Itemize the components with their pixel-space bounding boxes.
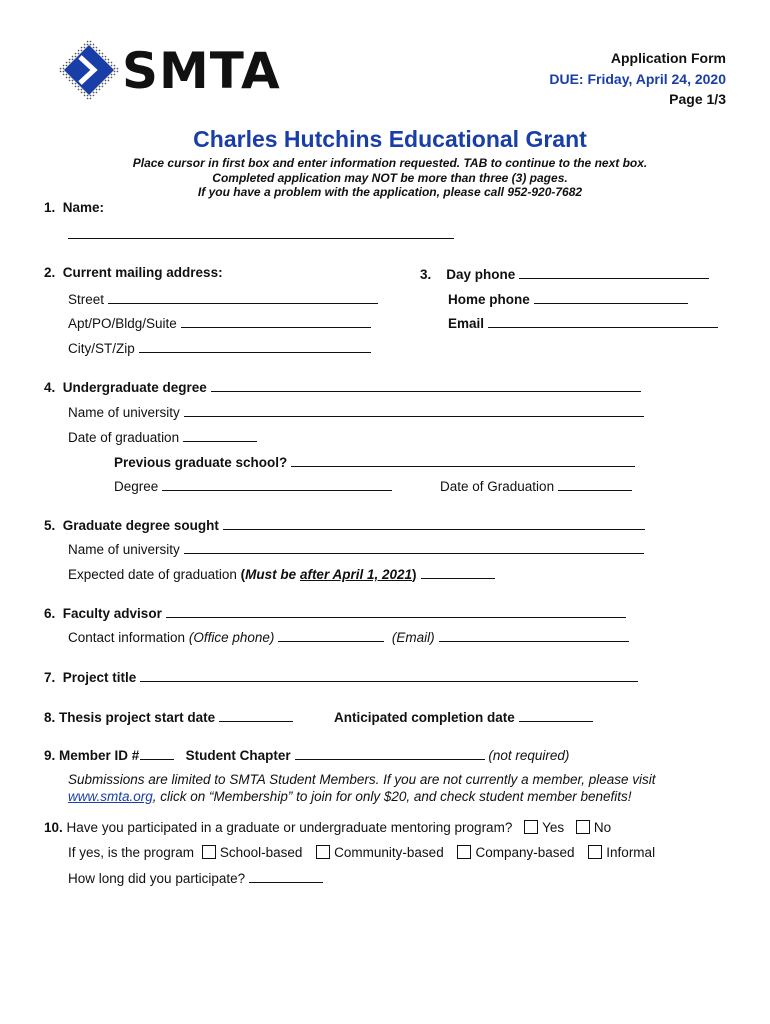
q4-grad-date-row: Date of graduation (68, 428, 257, 446)
logo-text: SMTA (122, 42, 281, 100)
informal-checkbox[interactable] (588, 845, 602, 859)
prev-grad-date-row: Date of Graduation (440, 477, 632, 495)
instructions (0, 156, 770, 200)
instruction-2: Completed application may NOT be more than three (3) pages. (212, 170, 568, 185)
start-date-field[interactable] (219, 708, 293, 722)
page-number: Page 1/3 (669, 91, 726, 107)
city-row: City/ST/Zip (68, 339, 371, 357)
q6-row: 6. Faculty advisor (44, 604, 626, 622)
logo (56, 40, 326, 100)
project-title-field[interactable] (140, 668, 638, 682)
q10-type-row: If yes, is the program School-based Community-based Company-based Informal (68, 845, 656, 860)
prev-grad-date-field[interactable] (558, 477, 632, 491)
member-id-field[interactable] (140, 746, 174, 760)
undergrad-degree-field[interactable] (211, 378, 641, 392)
q5-expected-row: Expected date of graduation (Must be after April 1, 2021) (68, 565, 495, 583)
grad-university-field[interactable] (184, 540, 644, 554)
q1-label: 1. Name: (44, 200, 105, 215)
apt-row: Apt/PO/Bldg/Suite (68, 314, 371, 332)
prev-grad-school-row: Previous graduate school? (114, 453, 635, 471)
undergrad-grad-date-field[interactable] (183, 428, 257, 442)
q9-row: 9. Member ID # Student Chapter (not required) (44, 748, 570, 763)
q5-row: 5. Graduate degree sought (44, 516, 645, 534)
apt-field[interactable] (181, 314, 371, 328)
due-date: DUE: Friday, April 24, 2020 (549, 70, 726, 87)
city-field[interactable] (139, 339, 371, 353)
q7-row: 7. Project title (44, 668, 638, 686)
street-row: Street (68, 290, 378, 308)
home-phone-field[interactable] (534, 290, 688, 304)
day-phone-field[interactable] (519, 265, 709, 279)
grad-degree-field[interactable] (223, 516, 645, 530)
header-info (549, 48, 726, 110)
prev-degree-field[interactable] (162, 477, 392, 491)
membership-note: Submissions are limited to SMTA Student Members. If you are not currently a member, please visit www.smta.org, click on “Membership” to join for only $20, and check student member benefits! (68, 772, 656, 804)
smta-link[interactable]: www.smta.org (68, 788, 153, 804)
undergrad-university-field[interactable] (184, 403, 644, 417)
prev-grad-school-field[interactable] (291, 453, 635, 467)
instruction-3: If you have a problem with the application, please call 952-920-7682 (197, 185, 583, 199)
name-field[interactable] (68, 238, 454, 239)
home-phone-row: Home phone (448, 290, 688, 308)
q10-duration-row: How long did you participate? (68, 869, 323, 887)
q4-university-row: Name of university (68, 403, 644, 421)
instruction-1: Place cursor in first box and enter information requested. TAB to continue to the next box. (132, 156, 648, 170)
form-label: Application Form (610, 50, 726, 66)
no-checkbox[interactable] (576, 820, 590, 834)
street-field[interactable] (108, 290, 378, 304)
advisor-email-field[interactable] (439, 628, 629, 642)
q6-contact-row: Contact information (Office phone) (Email) (68, 628, 629, 646)
student-chapter-field[interactable] (295, 746, 485, 760)
email-field[interactable] (488, 314, 718, 328)
email-row: Email (448, 314, 718, 332)
q3-day-phone-row: 3. Day phone (420, 265, 709, 283)
q2-label: 2. Current mailing address: (44, 265, 223, 280)
q10-row: 10. Have you participated in a graduate or undergraduate mentoring program? Yes No (44, 820, 612, 835)
expected-grad-date-field[interactable] (421, 565, 495, 579)
smta-diamond-icon (56, 37, 122, 103)
yes-checkbox[interactable] (524, 820, 538, 834)
advisor-phone-field[interactable] (278, 628, 384, 642)
q4-row: 4. Undergraduate degree (44, 378, 641, 396)
completion-row: Anticipated completion date (334, 708, 593, 726)
company-based-checkbox[interactable] (457, 845, 471, 859)
school-based-checkbox[interactable] (202, 845, 216, 859)
prev-degree-row: Degree (114, 477, 392, 495)
page-title: Charles Hutchins Educational Grant (193, 126, 587, 152)
duration-field[interactable] (249, 869, 323, 883)
faculty-advisor-field[interactable] (166, 604, 626, 618)
q5-university-row: Name of university (68, 540, 644, 558)
q8-row: 8. Thesis project start date (44, 708, 293, 726)
completion-date-field[interactable] (519, 708, 593, 722)
community-based-checkbox[interactable] (316, 845, 330, 859)
